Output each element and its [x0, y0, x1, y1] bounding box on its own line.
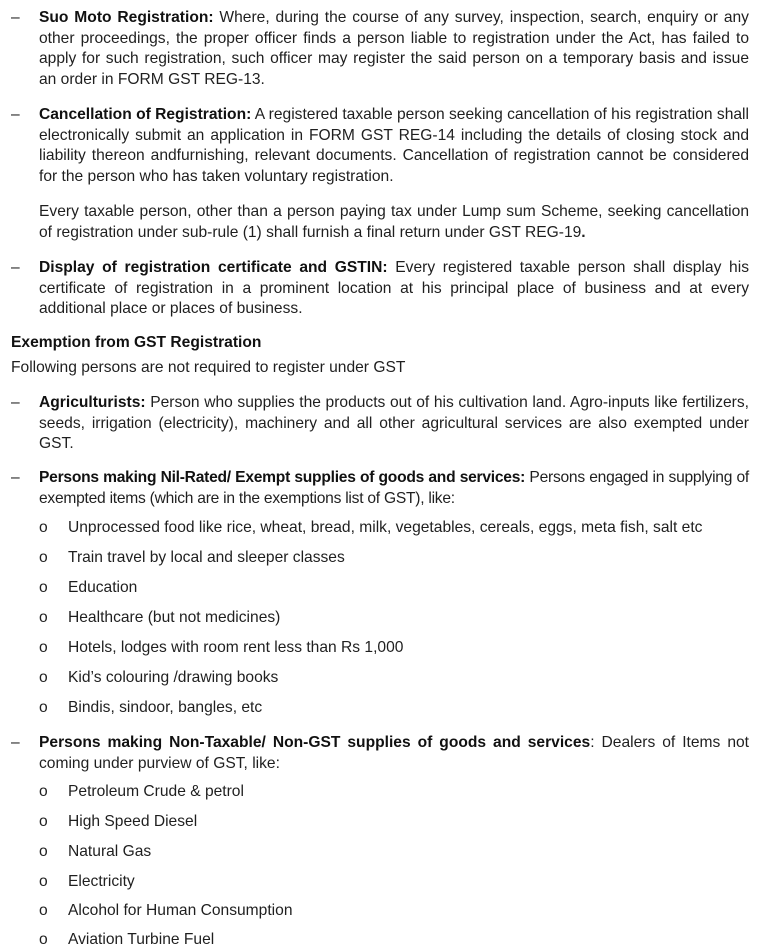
- bullet-marker: o: [39, 609, 48, 626]
- bullet-marker: o: [39, 902, 48, 919]
- display-certificate-text: [39, 258, 749, 320]
- list-item: [39, 872, 739, 893]
- list-item: [39, 518, 739, 539]
- suo-moto-item: [11, 8, 749, 90]
- list-item-label: Healthcare (but not medicines): [68, 609, 281, 626]
- list-item: [39, 638, 739, 659]
- display-certificate-title: Display of registration certificate and GSTIN:: [39, 259, 388, 276]
- list-item: [39, 901, 739, 922]
- list-item-label: Natural Gas: [68, 843, 152, 860]
- list-item-label: Kid’s colouring /drawing books: [68, 669, 279, 686]
- exemption-heading: Exemption from GST Registration: [11, 334, 262, 351]
- nil-rated-title: Persons making Nil-Rated/ Exempt supplies of goods and services:: [39, 469, 526, 486]
- agriculturists-text: [39, 393, 749, 455]
- non-gst-text: [39, 733, 749, 774]
- non-gst-title: Persons making Non-Taxable/ Non-GST supplies of goods and services: [39, 734, 591, 751]
- list-item: [39, 608, 739, 629]
- final-return-period: .: [581, 223, 586, 241]
- dash-marker: –: [11, 394, 20, 411]
- dash-marker: –: [11, 106, 20, 123]
- bullet-marker: o: [39, 843, 48, 860]
- agriculturists-body: Person who supplies the products out of his cultivation land. Agro-inputs like fertilizers, seeds, irrigation (electricity), machinery and all other agricultural services are also exempted under GST.: [39, 394, 749, 452]
- bullet-marker: o: [39, 639, 48, 656]
- agriculturists-title: Agriculturists:: [39, 394, 146, 411]
- dash-marker: –: [11, 734, 20, 751]
- bullet-marker: o: [39, 931, 48, 948]
- cancellation-text: [39, 105, 749, 187]
- display-certificate-body: Every registered taxable person shall display his certificate of registration in a prominent location at his principal place of business and at every additional place or places of business.: [39, 259, 749, 317]
- final-return-paragraph: [39, 202, 749, 243]
- exemption-intro: Following persons are not required to register under GST: [11, 359, 406, 376]
- bullet-marker: o: [39, 519, 48, 536]
- bullet-marker: o: [39, 549, 48, 566]
- list-item-label: Alcohol for Human Consumption: [68, 902, 293, 919]
- list-item: [39, 578, 739, 599]
- list-item-label: Hotels, lodges with room rent less than Rs 1,000: [68, 639, 404, 656]
- list-item-label: Aviation Turbine Fuel: [68, 931, 215, 948]
- dash-marker: –: [11, 259, 20, 276]
- cancellation-item: [11, 105, 749, 187]
- list-item-label: Bindis, sindoor, bangles, etc: [68, 699, 263, 716]
- list-item: [39, 842, 739, 863]
- cancellation-title: Cancellation of Registration:: [39, 106, 252, 123]
- list-item: [39, 548, 739, 569]
- list-item-label: Education: [68, 579, 138, 596]
- bullet-marker: o: [39, 873, 48, 890]
- bullet-marker: o: [39, 813, 48, 830]
- list-item: [39, 930, 739, 951]
- list-item: [39, 782, 739, 803]
- agriculturists-item: [11, 393, 749, 455]
- bullet-marker: o: [39, 579, 48, 596]
- non-gst-body: : Dealers of Items not coming under purview of GST, like:: [39, 734, 749, 772]
- bullet-marker: o: [39, 783, 48, 800]
- suo-moto-text: [39, 8, 749, 90]
- nil-rated-item: [11, 468, 749, 509]
- final-return-text: Every taxable person, other than a person paying tax under Lump sum Scheme, seeking cancellation of registration under sub-rule (1) shall furnish a final return under GST REG-19: [39, 203, 749, 241]
- bullet-marker: o: [39, 699, 48, 716]
- list-item-label: Train travel by local and sleeper classes: [68, 549, 345, 566]
- non-gst-item: [11, 733, 749, 774]
- list-item: [39, 668, 739, 689]
- cancellation-body: A registered taxable person seeking cancellation of his registration shall electronically submit an application in FORM GST REG-14 including the details of closing stock and liability thereon andfurnishing, relevant documents. Cancellation of registration cannot be considered for the person who has taken voluntary registration.: [39, 106, 749, 185]
- suo-moto-title: Suo Moto Registration:: [39, 9, 214, 26]
- bullet-marker: o: [39, 669, 48, 686]
- suo-moto-body: Where, during the course of any survey, inspection, search, enquiry or any other proceedings, the proper officer finds a person liable to registration under the Act, has failed to apply for such registration, such officer may register the said person on a temporary basis and issue an order in FORM GST REG-13.: [39, 9, 749, 88]
- list-item-label: Petroleum Crude & petrol: [68, 783, 244, 800]
- list-item-label: High Speed Diesel: [68, 813, 198, 830]
- nil-rated-text: [39, 468, 749, 509]
- list-item-label: Electricity: [68, 873, 135, 890]
- list-item: [39, 698, 739, 719]
- list-item-label: Unprocessed food like rice, wheat, bread, milk, vegetables, cereals, eggs, meta fish, salt etc: [68, 519, 703, 536]
- list-item: [39, 812, 739, 833]
- dash-marker: –: [11, 9, 20, 26]
- nil-rated-body: Persons engaged in supplying of exempted items (which are in the exemptions list of GST), like:: [39, 469, 749, 507]
- display-certificate-item: [11, 258, 749, 320]
- dash-marker: –: [11, 469, 20, 486]
